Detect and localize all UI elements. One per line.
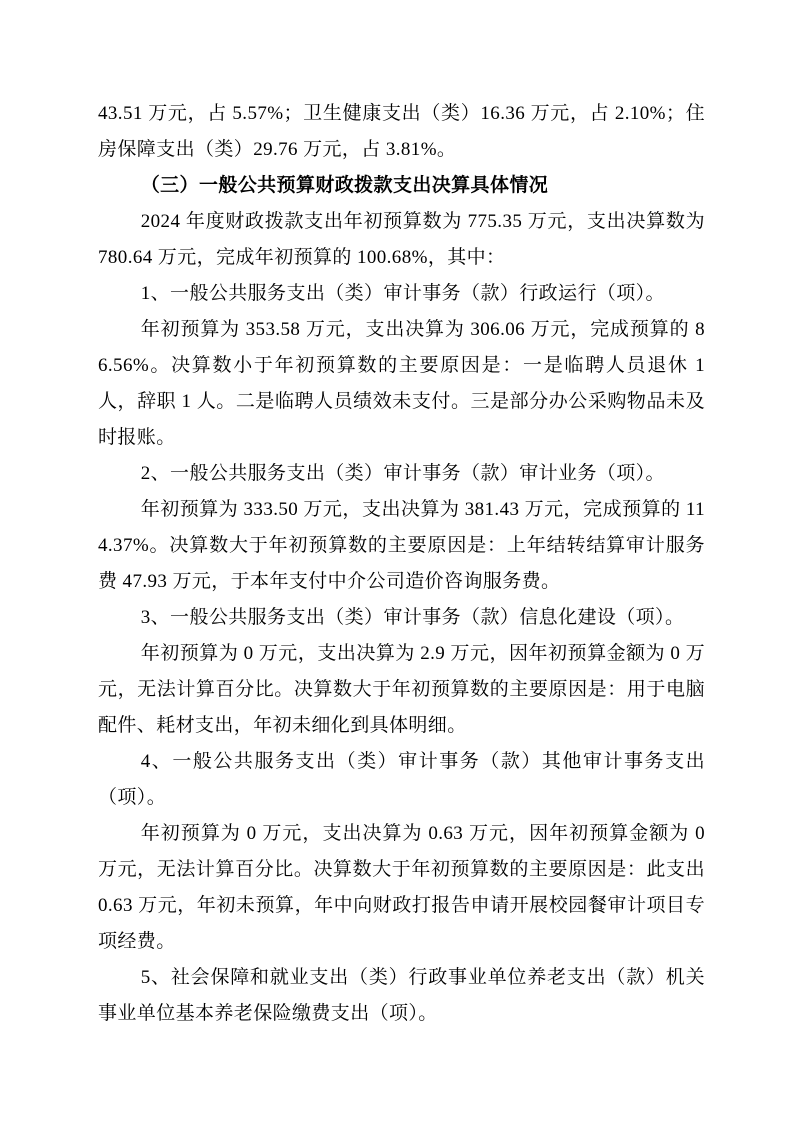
paragraph-item-3-detail: 年初预算为 0 万元，支出决算为 2.9 万元，因年初预算金额为 0 万元，无法计算百分比。决算数大于年初预算数的主要原因是：用于电脑配件、耗材支出，年初未细化到具体明细。: [98, 643, 705, 736]
paragraph-continuation-expense-shares: 43.51 万元，占 5.57%；卫生健康支出（类）16.36 万元，占 2.10%；住房保障支出（类）29.76 万元，占 3.81%。: [98, 103, 705, 160]
paragraph-item-5-title: 5、社会保障和就业支出（类）行政事业单位养老支出（款）机关事业单位基本养老保险缴费支出（项）。: [98, 967, 705, 1024]
document-body: [98, 96, 705, 1032]
section-heading-general-budget-expenditure-details: （三）一般公共预算财政拨款支出决算具体情况: [140, 175, 549, 196]
paragraph-item-3-title: 3、一般公共服务支出（类）审计事务（款）信息化建设（项）。: [140, 607, 685, 628]
paragraph-annual-budget-overview: 2024 年度财政拨款支出年初预算数为 775.35 万元，支出决算数为 780.64 万元，完成年初预算的 100.68%，其中：: [98, 211, 705, 268]
paragraph-item-1-detail: 年初预算为 353.58 万元，支出决算为 306.06 万元，完成预算的 86.56%。决算数小于年初预算数的主要原因是：一是临聘人员退休 1 人，辞职 1 人。二是临聘人员绩效未支付。三是部分办公采购物品未及时报账。: [98, 319, 705, 448]
paragraph-item-2-detail: 年初预算为 333.50 万元，支出决算为 381.43 万元，完成预算的 114.37%。决算数大于年初预算数的主要原因是：上年结转结算审计服务费 47.93 万元，于本年支付中介公司造价咨询服务费。: [98, 499, 705, 592]
paragraph-item-4-detail: 年初预算为 0 万元，支出决算为 0.63 万元，因年初预算金额为 0 万元，无法计算百分比。决算数大于年初预算数的主要原因是：此支出 0.63 万元，年初未预算，年中向财政打报告申请开展校园餐审计项目专项经费。: [98, 823, 705, 952]
paragraph-item-4-title: 4、一般公共服务支出（类）审计事务（款）其他审计事务支出（项）。: [98, 751, 705, 808]
paragraph-item-1-title: 1、一般公共服务支出（类）审计事务（款）行政运行（项）。: [140, 283, 665, 304]
paragraph-item-2-title: 2、一般公共服务支出（类）审计事务（款）审计业务（项）。: [140, 463, 665, 484]
